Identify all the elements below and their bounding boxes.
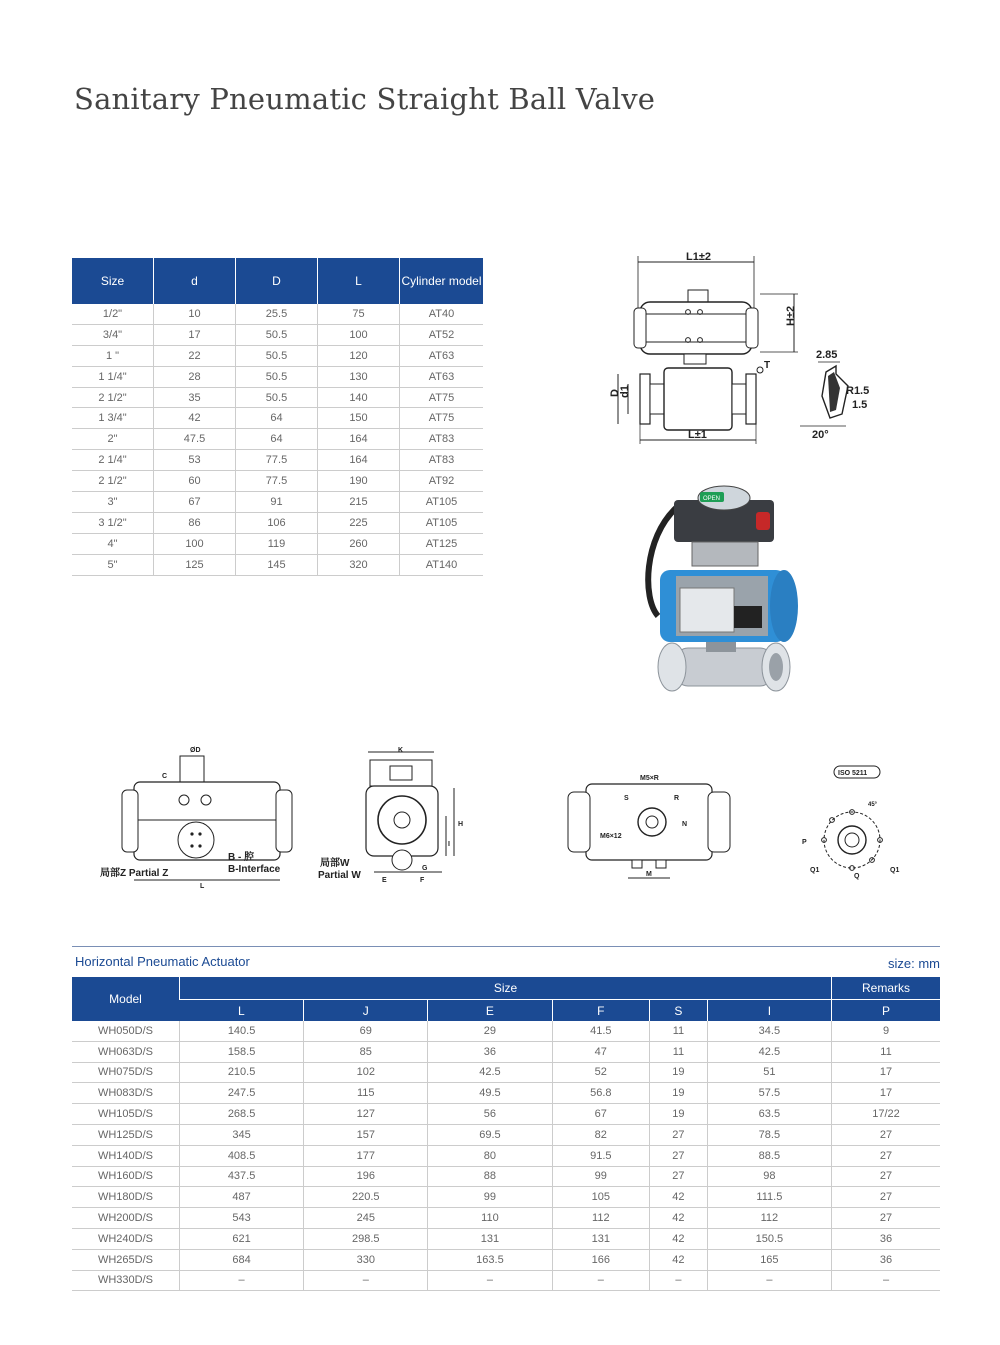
table-cell: 91 xyxy=(236,492,318,513)
table-cell: AT75 xyxy=(400,408,484,429)
table-cell: WH265D/S xyxy=(72,1249,180,1270)
table-cell: 163.5 xyxy=(428,1249,552,1270)
actuator-front-drawing xyxy=(96,742,296,892)
table-cell: AT92 xyxy=(400,471,484,492)
table-cell: 145 xyxy=(236,554,318,575)
table-row xyxy=(72,512,483,533)
table-cell: – xyxy=(304,1270,428,1291)
fig4-q1-left: Q1 xyxy=(810,867,820,874)
dim-l-label: L±1 xyxy=(688,429,707,441)
header-size: Size xyxy=(72,258,154,304)
table-cell: 140 xyxy=(318,387,400,408)
table-cell: 1 1/4" xyxy=(72,366,154,387)
table-cell: 56 xyxy=(428,1104,552,1125)
table-row xyxy=(72,324,483,345)
table-cell: 67 xyxy=(552,1104,650,1125)
table-cell: 408.5 xyxy=(180,1145,304,1166)
fig1-c-label: C xyxy=(162,773,168,780)
table-row xyxy=(72,471,483,492)
table-cell: WH125D/S xyxy=(72,1124,180,1145)
page-title: Sanitary Pneumatic Straight Ball Valve xyxy=(74,82,656,116)
fig1-partial-z: 局部Z Partial Z xyxy=(100,868,169,879)
valve-size-table xyxy=(72,258,483,576)
table-row xyxy=(72,1228,940,1249)
table-cell: – xyxy=(552,1270,650,1291)
table-cell: 543 xyxy=(180,1208,304,1229)
table-cell: 82 xyxy=(552,1124,650,1145)
header-size-group: Size xyxy=(180,977,832,1000)
table-cell: 50.5 xyxy=(236,324,318,345)
table-cell: WH105D/S xyxy=(72,1104,180,1125)
table-cell: 2" xyxy=(72,429,154,450)
table-cell: 1 " xyxy=(72,345,154,366)
table-cell: 268.5 xyxy=(180,1104,304,1125)
table-cell: 120 xyxy=(318,345,400,366)
table-cell: 9 xyxy=(832,1021,941,1041)
section-title: Horizontal Pneumatic Actuator xyxy=(75,954,250,969)
gasket-15-label: 1.5 xyxy=(852,399,868,411)
table-cell: 130 xyxy=(318,366,400,387)
table-row xyxy=(72,554,483,575)
header-model: Model xyxy=(72,977,180,1021)
fig4-angle-label: 45° xyxy=(868,802,878,808)
table-cell: 3" xyxy=(72,492,154,513)
table-cell: 3/4" xyxy=(72,324,154,345)
table-cell: 42.5 xyxy=(707,1041,831,1062)
actuator-bottom-drawing xyxy=(560,770,750,885)
valve-table-body xyxy=(72,304,483,575)
table-cell: 100 xyxy=(318,324,400,345)
table-row xyxy=(72,1041,940,1062)
fig2-partial-w: Partial W xyxy=(318,870,361,881)
table-row xyxy=(72,1208,940,1229)
table-cell: 5" xyxy=(72,554,154,575)
table-row xyxy=(72,1166,940,1187)
table-cell: 115 xyxy=(304,1083,428,1104)
table-cell: 111.5 xyxy=(707,1187,831,1208)
gasket-r-label: R1.5 xyxy=(846,385,870,397)
table-cell: 119 xyxy=(236,533,318,554)
table-cell: WH330D/S xyxy=(72,1270,180,1291)
table-cell: 42 xyxy=(650,1208,708,1229)
table-cell: 19 xyxy=(650,1104,708,1125)
table-cell: 621 xyxy=(180,1228,304,1249)
table-cell: 330 xyxy=(304,1249,428,1270)
table-row xyxy=(72,1124,940,1145)
table-row xyxy=(72,366,483,387)
table-cell: 150 xyxy=(318,408,400,429)
fig3-s-label: S xyxy=(624,795,629,802)
table-cell: 34.5 xyxy=(707,1021,831,1041)
iso-flange-drawing xyxy=(798,762,918,882)
fig1-l-label: L xyxy=(200,883,205,890)
table-cell: AT105 xyxy=(400,492,484,513)
table-cell: 298.5 xyxy=(304,1228,428,1249)
valve-table-header-row xyxy=(72,258,483,304)
table-cell: 2 1/2" xyxy=(72,387,154,408)
table-cell: 98 xyxy=(707,1166,831,1187)
table-cell: AT63 xyxy=(400,366,484,387)
table-cell: 260 xyxy=(318,533,400,554)
table-cell: 110 xyxy=(428,1208,552,1229)
table-cell: AT105 xyxy=(400,512,484,533)
table-cell: 11 xyxy=(650,1021,708,1041)
table-cell: AT140 xyxy=(400,554,484,575)
table-cell: AT83 xyxy=(400,450,484,471)
actuator-header-row-2 xyxy=(72,1000,940,1022)
table-cell: 112 xyxy=(707,1208,831,1229)
table-cell: 684 xyxy=(180,1249,304,1270)
fig4-iso-label: ISO 5211 xyxy=(838,770,868,777)
table-cell: 41.5 xyxy=(552,1021,650,1041)
table-cell: WH140D/S xyxy=(72,1145,180,1166)
table-cell: 17 xyxy=(154,324,236,345)
table-cell: 99 xyxy=(428,1187,552,1208)
header-remarks: Remarks xyxy=(832,977,941,1000)
table-cell: 49.5 xyxy=(428,1083,552,1104)
table-cell: 47 xyxy=(552,1041,650,1062)
dim-t-label: T xyxy=(764,360,771,371)
table-cell: 177 xyxy=(304,1145,428,1166)
table-cell: 57.5 xyxy=(707,1083,831,1104)
table-cell: 17 xyxy=(832,1083,941,1104)
table-row xyxy=(72,533,483,554)
fig2-h-label: H xyxy=(458,821,464,828)
table-cell: 63.5 xyxy=(707,1104,831,1125)
table-cell: 42 xyxy=(154,408,236,429)
table-row xyxy=(72,345,483,366)
table-cell: 17/22 xyxy=(832,1104,941,1125)
table-cell: WH240D/S xyxy=(72,1228,180,1249)
table-cell: 88.5 xyxy=(707,1145,831,1166)
table-cell: 47.5 xyxy=(154,429,236,450)
table-row xyxy=(72,492,483,513)
fig2-e-label: E xyxy=(382,877,387,884)
table-cell: 86 xyxy=(154,512,236,533)
table-row xyxy=(72,304,483,324)
table-cell: 27 xyxy=(650,1166,708,1187)
table-row xyxy=(72,1249,940,1270)
fig4-q1-right: Q1 xyxy=(890,867,900,874)
table-cell: 131 xyxy=(552,1228,650,1249)
table-cell: 112 xyxy=(552,1208,650,1229)
table-cell: 36 xyxy=(832,1228,941,1249)
table-cell: 29 xyxy=(428,1021,552,1041)
gasket-285-label: 2.85 xyxy=(816,349,838,361)
table-row xyxy=(72,387,483,408)
table-cell: AT83 xyxy=(400,429,484,450)
table-cell: 437.5 xyxy=(180,1166,304,1187)
table-cell: 99 xyxy=(552,1166,650,1187)
header-d: d xyxy=(154,258,236,304)
table-cell: 27 xyxy=(650,1124,708,1145)
table-row xyxy=(72,429,483,450)
fig2-f-label: F xyxy=(420,877,425,884)
table-cell: 60 xyxy=(154,471,236,492)
table-cell: WH180D/S xyxy=(72,1187,180,1208)
table-cell: 100 xyxy=(154,533,236,554)
fig3-r-label: R xyxy=(674,795,680,802)
table-cell: 69 xyxy=(304,1021,428,1041)
table-row xyxy=(72,408,483,429)
dim-h-label: H±2 xyxy=(785,305,797,326)
table-row xyxy=(72,1145,940,1166)
actuator-size-table xyxy=(72,977,940,1291)
actuator-header-row-1 xyxy=(72,977,940,1000)
table-cell: 166 xyxy=(552,1249,650,1270)
table-cell: 3 1/2" xyxy=(72,512,154,533)
table-cell: 215 xyxy=(318,492,400,513)
header-E: E xyxy=(428,1000,552,1022)
product-photo xyxy=(636,478,806,723)
table-cell: 2 1/2" xyxy=(72,471,154,492)
header-I: I xyxy=(707,1000,831,1022)
table-cell: 157 xyxy=(304,1124,428,1145)
header-L: L xyxy=(180,1000,304,1022)
table-cell: 1 3/4" xyxy=(72,408,154,429)
fig3-n-label: N xyxy=(682,821,688,828)
table-cell: 1/2" xyxy=(72,304,154,324)
header-cylinder-model: Cylinder model xyxy=(400,258,484,304)
table-row xyxy=(72,1187,940,1208)
table-cell: 80 xyxy=(428,1145,552,1166)
dim-l1-label: L1±2 xyxy=(686,251,711,263)
table-cell: WH083D/S xyxy=(72,1083,180,1104)
fig2-partial-w-cn: 局部W xyxy=(320,858,350,869)
table-row xyxy=(72,1104,940,1125)
table-cell: 27 xyxy=(832,1208,941,1229)
table-cell: 35 xyxy=(154,387,236,408)
table-cell: 27 xyxy=(832,1124,941,1145)
table-cell: 50.5 xyxy=(236,345,318,366)
fig3-m5r-label: M5×R xyxy=(640,775,659,782)
header-S: S xyxy=(650,1000,708,1022)
table-cell: 42.5 xyxy=(428,1062,552,1083)
table-cell: 150.5 xyxy=(707,1228,831,1249)
fig3-m6-label: M6×12 xyxy=(600,833,622,840)
table-cell: WH075D/S xyxy=(72,1062,180,1083)
table-cell: 67 xyxy=(154,492,236,513)
gasket-angle-label: 20° xyxy=(812,429,829,441)
table-cell: 51 xyxy=(707,1062,831,1083)
table-cell: – xyxy=(707,1270,831,1291)
table-cell: 164 xyxy=(318,429,400,450)
table-cell: AT40 xyxy=(400,304,484,324)
table-cell: – xyxy=(428,1270,552,1291)
fig3-m-label: M xyxy=(646,871,652,878)
table-cell: AT63 xyxy=(400,345,484,366)
table-cell: 225 xyxy=(318,512,400,533)
table-cell: 245 xyxy=(304,1208,428,1229)
table-row xyxy=(72,1083,940,1104)
indicator-open-label: OPEN xyxy=(703,496,721,502)
header-J: J xyxy=(304,1000,428,1022)
table-cell: AT52 xyxy=(400,324,484,345)
fig2-g-label: G xyxy=(422,865,428,872)
table-cell: WH160D/S xyxy=(72,1166,180,1187)
fig2-i-label: I xyxy=(448,841,450,848)
table-cell: 36 xyxy=(428,1041,552,1062)
table-cell: 164 xyxy=(318,450,400,471)
table-cell: 50.5 xyxy=(236,366,318,387)
table-cell: 42 xyxy=(650,1187,708,1208)
table-cell: 2 1/4" xyxy=(72,450,154,471)
table-cell: 27 xyxy=(832,1166,941,1187)
table-cell: 27 xyxy=(832,1187,941,1208)
header-D: D xyxy=(236,258,318,304)
fig1-b-char: B - 腔 xyxy=(228,852,255,863)
table-cell: WH200D/S xyxy=(72,1208,180,1229)
fig4-q-label: Q xyxy=(854,873,860,880)
table-cell: 27 xyxy=(832,1145,941,1166)
table-cell: 105 xyxy=(552,1187,650,1208)
fig4-p-label: P xyxy=(802,839,807,846)
valve-dimension-drawing xyxy=(600,248,900,448)
fig2-k-label: K xyxy=(398,747,404,754)
table-cell: 25.5 xyxy=(236,304,318,324)
table-cell: 88 xyxy=(428,1166,552,1187)
table-cell: 36 xyxy=(832,1249,941,1270)
table-cell: 127 xyxy=(304,1104,428,1125)
table-row xyxy=(72,450,483,471)
table-cell: 140.5 xyxy=(180,1021,304,1041)
table-cell: 27 xyxy=(650,1145,708,1166)
table-cell: 165 xyxy=(707,1249,831,1270)
table-row xyxy=(72,1270,940,1291)
table-cell: 4" xyxy=(72,533,154,554)
dim-D-label: D xyxy=(609,389,621,397)
table-cell: 77.5 xyxy=(236,450,318,471)
table-cell: 50.5 xyxy=(236,387,318,408)
table-cell: 102 xyxy=(304,1062,428,1083)
table-cell: 320 xyxy=(318,554,400,575)
table-cell: 10 xyxy=(154,304,236,324)
table-cell: 42 xyxy=(650,1249,708,1270)
table-cell: 91.5 xyxy=(552,1145,650,1166)
table-cell: 487 xyxy=(180,1187,304,1208)
header-L: L xyxy=(318,258,400,304)
table-cell: – xyxy=(832,1270,941,1291)
table-cell: 247.5 xyxy=(180,1083,304,1104)
table-cell: 77.5 xyxy=(236,471,318,492)
header-F: F xyxy=(552,1000,650,1022)
table-cell: 85 xyxy=(304,1041,428,1062)
table-cell: – xyxy=(650,1270,708,1291)
table-cell: 210.5 xyxy=(180,1062,304,1083)
table-cell: 69.5 xyxy=(428,1124,552,1145)
actuator-table-body xyxy=(72,1021,940,1291)
table-cell: 106 xyxy=(236,512,318,533)
table-cell: 19 xyxy=(650,1083,708,1104)
table-cell: 11 xyxy=(650,1041,708,1062)
table-cell: 220.5 xyxy=(304,1187,428,1208)
table-cell: 19 xyxy=(650,1062,708,1083)
table-cell: AT75 xyxy=(400,387,484,408)
table-cell: 52 xyxy=(552,1062,650,1083)
table-row xyxy=(72,1021,940,1041)
table-cell: 78.5 xyxy=(707,1124,831,1145)
table-cell: AT125 xyxy=(400,533,484,554)
table-cell: – xyxy=(180,1270,304,1291)
actuator-side-drawing xyxy=(314,746,474,886)
table-cell: WH050D/S xyxy=(72,1021,180,1041)
table-cell: 22 xyxy=(154,345,236,366)
table-cell: 125 xyxy=(154,554,236,575)
table-cell: 196 xyxy=(304,1166,428,1187)
table-cell: 64 xyxy=(236,429,318,450)
table-cell: 28 xyxy=(154,366,236,387)
table-cell: 11 xyxy=(832,1041,941,1062)
table-cell: WH063D/S xyxy=(72,1041,180,1062)
table-cell: 345 xyxy=(180,1124,304,1145)
table-cell: 17 xyxy=(832,1062,941,1083)
dim-d1-label: d1 xyxy=(619,385,631,398)
table-cell: 64 xyxy=(236,408,318,429)
table-cell: 75 xyxy=(318,304,400,324)
table-cell: 158.5 xyxy=(180,1041,304,1062)
table-cell: 56.8 xyxy=(552,1083,650,1104)
section-unit: size: mm xyxy=(888,956,940,971)
table-cell: 53 xyxy=(154,450,236,471)
table-cell: 131 xyxy=(428,1228,552,1249)
table-cell: 42 xyxy=(650,1228,708,1249)
table-row xyxy=(72,1062,940,1083)
table-cell: 190 xyxy=(318,471,400,492)
header-P: P xyxy=(832,1000,941,1022)
section-divider xyxy=(72,946,940,947)
fig1-od-label: ØD xyxy=(190,747,201,754)
fig1-b-interface: B-Interface xyxy=(228,864,281,875)
